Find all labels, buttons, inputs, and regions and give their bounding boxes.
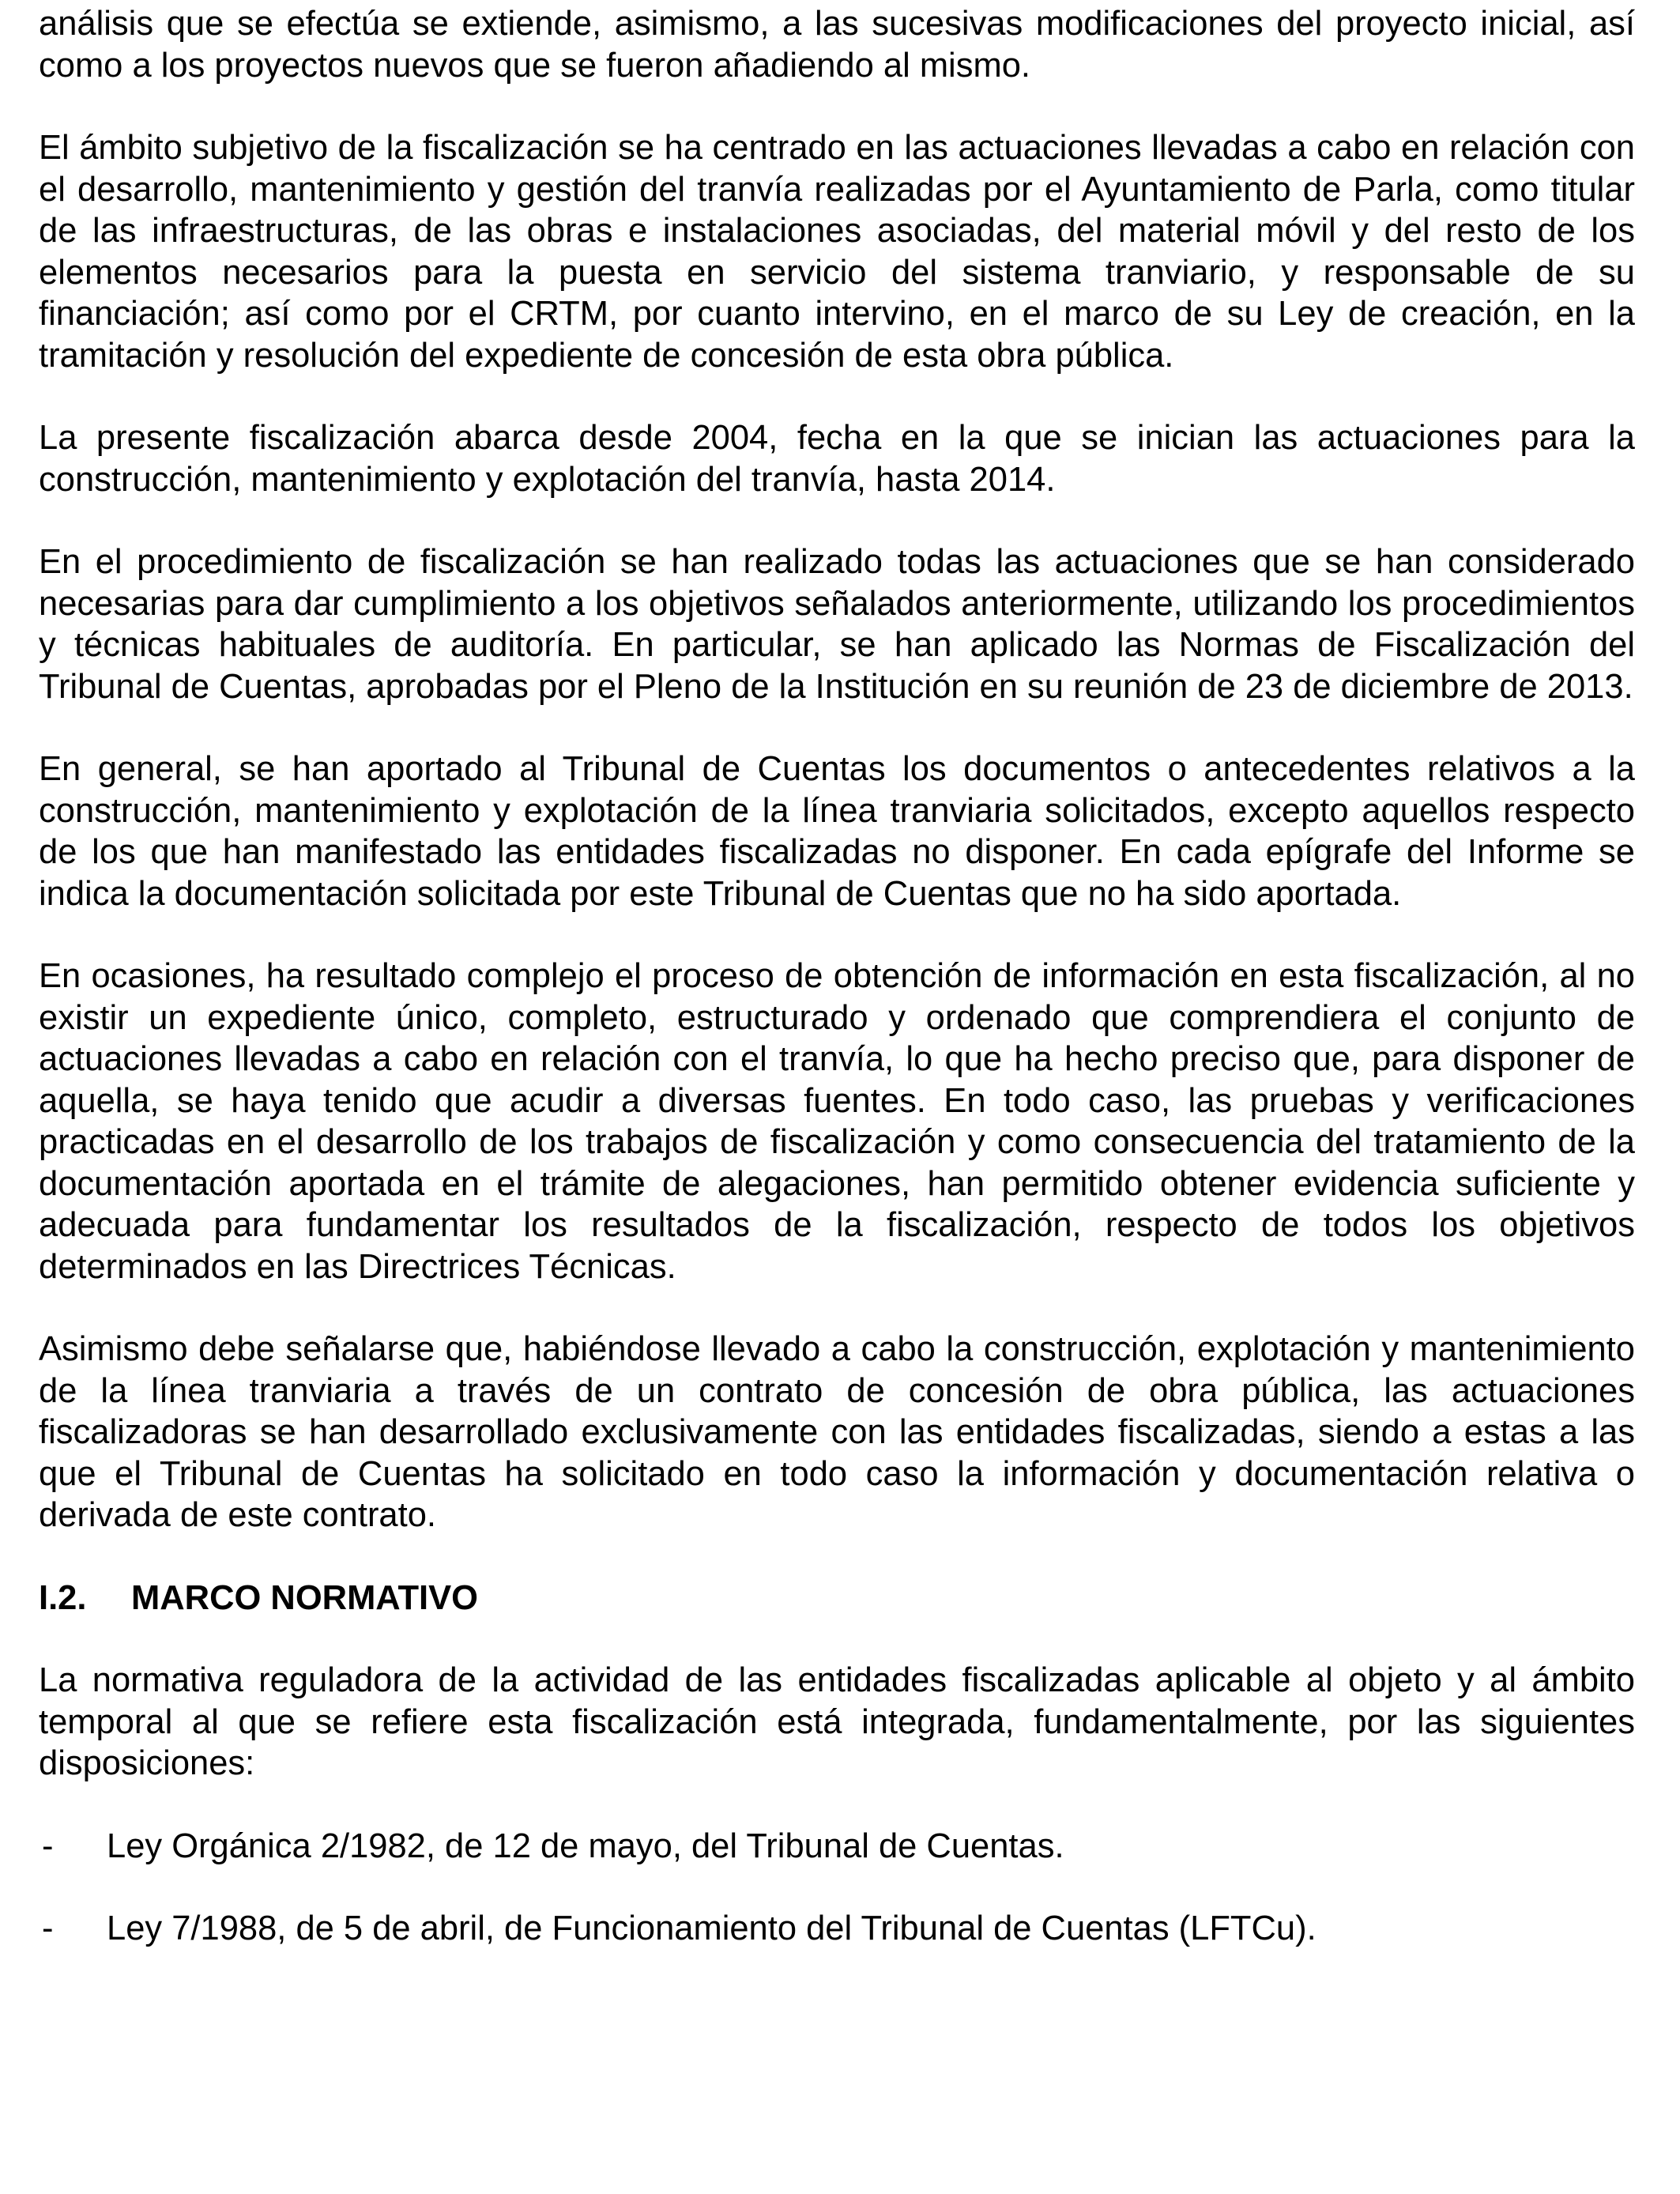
list-item <box>39 1908 1635 1950</box>
list-item-text: Ley Orgánica 2/1982, de 12 de mayo, del Tribunal de Cuentas. <box>107 1826 1064 1865</box>
regulation-list <box>39 1826 1635 1950</box>
paragraph-subjective-scope: El ámbito subjetivo de la fiscalización se ha centrado en las actuaciones llevadas a cabo en relación con el desarrollo, mantenimiento y gestión del tranvía realizadas por el Ayuntamiento de Parla, como titular de las infraestructuras, de las obras e instalaciones asociadas, del material móvil y del resto de los elementos necesarios para la puesta en servicio del sistema tranviario, y responsable de su financiación; así como por el CRTM, por cuanto intervino, en el marco de su Ley de creación, en la tramitación y resolución del expediente de concesión de esta obra pública. <box>39 129 1635 375</box>
list-item-text: Ley 7/1988, de 5 de abril, de Funcionamiento del Tribunal de Cuentas (LFTCu). <box>107 1909 1317 1947</box>
paragraph-scope-continuation: análisis que se efectúa se extiende, asimismo, a las sucesivas modificaciones del proyecto inicial, así como a los proyectos nuevos que se fueron añadiendo al mismo. <box>39 5 1635 85</box>
document-page <box>39 3 1635 1991</box>
section-number: I.2. <box>39 1578 87 1617</box>
paragraph-concession-contract: Asimismo debe señalarse que, habiéndose llevado a cabo la construcción, explotación y mantenimiento de la línea tranviaria a través de un contrato de concesión de obra pública, las actuaciones fiscalizadoras se han desarrollado exclusivamente con las entidades fiscalizadas, siendo a estas a las que el Tribunal de Cuentas ha solicitado en todo caso la información y documentación relativa o derivada de este contrato. <box>39 1330 1635 1534</box>
section-title: MARCO NORMATIVO <box>131 1578 478 1617</box>
dash-bullet: - <box>42 1909 54 1947</box>
paragraph-documents-provided: En general, se han aportado al Tribunal de Cuentas los documentos o antecedentes relativos a la construcción, mantenimiento y explotación de la línea tranviaria solicitados, excepto aquellos respecto de los que han manifestado las entidades fiscalizadas no disponer. En cada epígrafe del Informe se indica la documentación solicitada por este Tribunal de Cuentas que no ha sido aportada. <box>39 750 1635 913</box>
section-heading <box>39 1578 1635 1619</box>
section-intro-paragraph: La normativa reguladora de la actividad de las entidades fiscalizadas aplicable al objeto y al ámbito temporal al que se refiere esta fiscalización está integrada, fundamentalmente, por las siguientes disposiciones: <box>39 1661 1635 1782</box>
paragraph-information-complexity: En ocasiones, ha resultado complejo el proceso de obtención de información en esta fiscalización, al no existir un expediente único, completo, estructurado y ordenado que comprendiera el conjunto de actuaciones llevadas a cabo en relación con el tranvía, lo que ha hecho preciso que, para disponer de aquella, se haya tenido que acudir a diversas fuentes. En todo caso, las pruebas y verificaciones practicadas en el desarrollo de los trabajos de fiscalización y como consecuencia del tratamiento de la documentación aportada en el trámite de alegaciones, han permitido obtener evidencia suficiente y adecuada para fundamentar los resultados de la fiscalización, respecto de todos los objetivos determinados en las Directrices Técnicas. <box>39 957 1635 1286</box>
paragraph-temporal-scope: La presente fiscalización abarca desde 2004, fecha en la que se inician las actuaciones para la construcción, mantenimiento y explotación del tranvía, hasta 2014. <box>39 419 1635 499</box>
list-item <box>39 1826 1635 1868</box>
paragraph-procedure: En el procedimiento de fiscalización se han realizado todas las actuaciones que se han considerado necesarias para dar cumplimiento a los objetivos señalados anteriormente, utilizando los procedimientos y técnicas habituales de auditoría. En particular, se han aplicado las Normas de Fiscalización del Tribunal de Cuentas, aprobadas por el Pleno de la Institución en su reunión de 23 de diciembre de 2013. <box>39 543 1635 706</box>
dash-bullet: - <box>42 1826 54 1865</box>
